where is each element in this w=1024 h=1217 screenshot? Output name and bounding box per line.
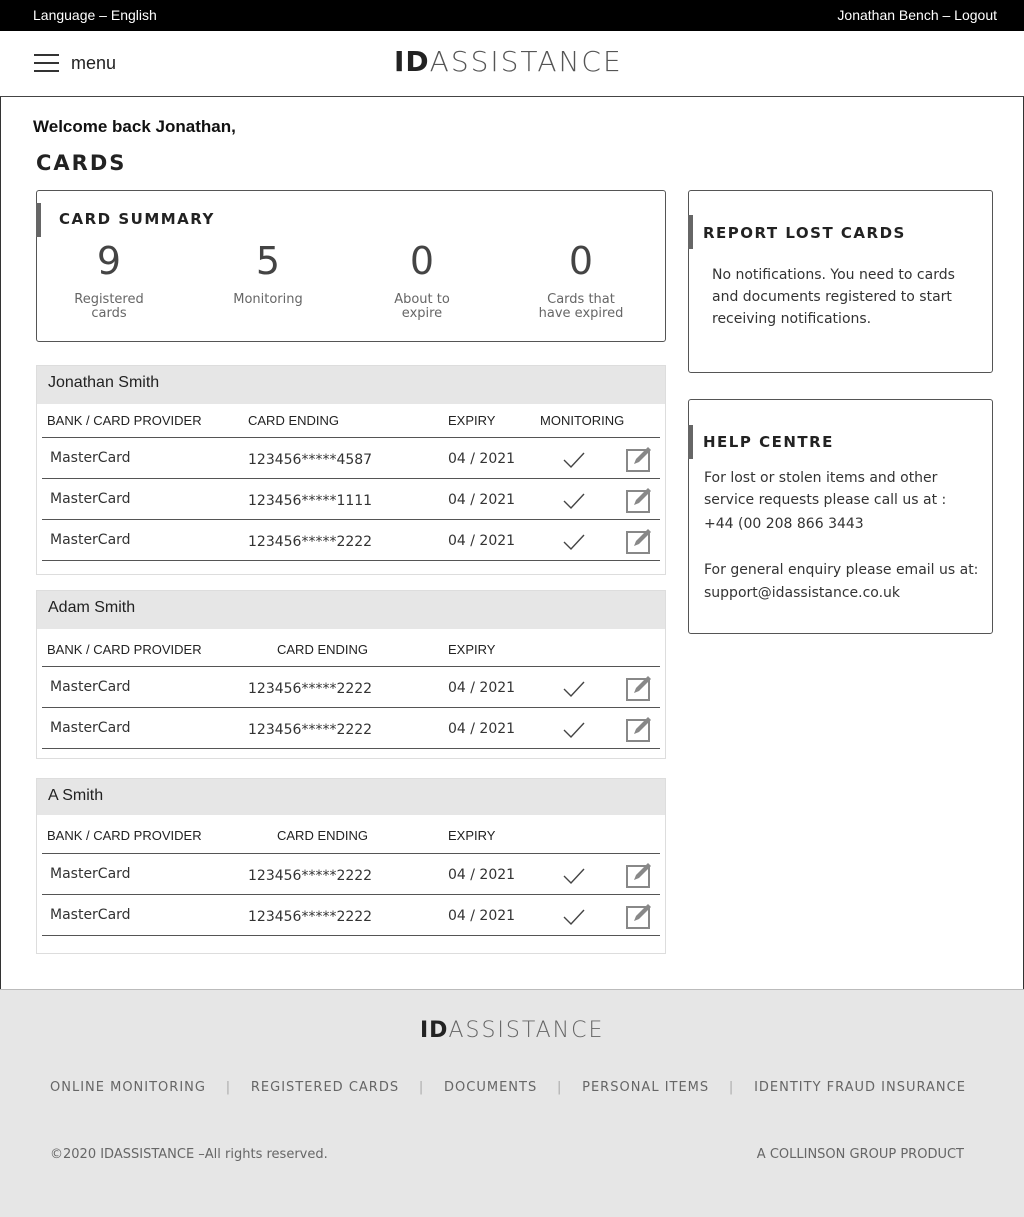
table-row: [42, 520, 660, 561]
section-accent-bar: [688, 425, 693, 459]
edit-icon[interactable]: [625, 486, 653, 514]
footer-link-personal-items[interactable]: PERSONAL ITEMS: [582, 1080, 710, 1095]
user-logout-link[interactable]: Jonathan Bench – Logout: [837, 7, 997, 23]
table-row: [42, 667, 660, 708]
stat-label: Monitoring: [233, 292, 303, 307]
edit-icon[interactable]: [625, 861, 653, 889]
stat-registered-cards: [39, 239, 179, 321]
report-lost-cards-panel: [688, 190, 993, 373]
help-phone-number[interactable]: +44 (00 208 866 3443: [704, 516, 864, 532]
table-header: [42, 629, 660, 667]
stat-value: 5: [255, 239, 281, 283]
col-provider: BANK / CARD PROVIDER: [47, 642, 202, 657]
help-centre-panel: [688, 399, 993, 634]
page-title: CARDS: [36, 151, 127, 175]
check-icon: [561, 449, 587, 471]
check-icon: [561, 490, 587, 512]
card-group-owner: Jonathan Smith: [37, 366, 665, 404]
card-provider: MasterCard: [50, 532, 131, 548]
card-ending: 123456*****1111: [248, 493, 373, 509]
card-ending: 123456*****2222: [248, 909, 373, 925]
check-icon: [561, 531, 587, 553]
col-expiry: EXPIRY: [448, 413, 496, 428]
check-icon: [561, 719, 587, 741]
table-row: [42, 438, 660, 479]
help-phone-intro: For lost or stolen items and other service requests please call us at :: [704, 470, 947, 508]
card-ending: 123456*****4587: [248, 452, 373, 468]
card-provider: MasterCard: [50, 450, 131, 466]
table-row: [42, 708, 660, 749]
help-centre-title: HELP CENTRE: [703, 433, 834, 451]
check-icon: [561, 906, 587, 928]
report-lost-cards-title: REPORT LOST CARDS: [703, 224, 906, 242]
card-provider: MasterCard: [50, 491, 131, 507]
section-accent-bar: [36, 203, 41, 237]
card-provider: MasterCard: [50, 720, 131, 736]
language-selector[interactable]: Language – English: [33, 7, 157, 23]
col-card-ending: CARD ENDING: [277, 828, 369, 843]
table-header: [42, 404, 660, 438]
collinson-product: A COLLINSON GROUP PRODUCT: [756, 1147, 964, 1162]
edit-icon[interactable]: [625, 674, 653, 702]
footer-link-identity-fraud-insurance[interactable]: IDENTITY FRAUD INSURANCE: [754, 1080, 966, 1095]
stat-value: 0: [409, 239, 435, 283]
col-card-ending: CARD ENDING: [277, 642, 369, 657]
card-group-owner: A Smith: [37, 779, 665, 815]
edit-icon[interactable]: [625, 445, 653, 473]
welcome-message: Welcome back Jonathan,: [33, 117, 236, 136]
footer-separator: |: [225, 1080, 232, 1095]
card-ending: 123456*****2222: [248, 681, 373, 697]
card-group-owner: Adam Smith: [37, 591, 665, 629]
section-accent-bar: [688, 215, 693, 249]
card-group-jonathan-smith: [36, 365, 666, 575]
stat-label: Registered cards: [74, 292, 144, 321]
check-icon: [561, 678, 587, 700]
stat-monitoring: [198, 239, 338, 307]
col-card-ending: CARD ENDING: [248, 413, 340, 428]
col-provider: BANK / CARD PROVIDER: [47, 413, 202, 428]
table-header: [42, 815, 660, 854]
card-expiry: 04 / 2021: [448, 721, 516, 737]
card-provider: MasterCard: [50, 907, 131, 923]
card-expiry: 04 / 2021: [448, 492, 516, 508]
table-row: [42, 479, 660, 520]
col-expiry: EXPIRY: [448, 642, 496, 657]
card-group-adam-smith: [36, 590, 666, 759]
table-row: [42, 895, 660, 936]
col-expiry: EXPIRY: [448, 828, 496, 843]
stat-expired: [511, 239, 651, 321]
card-expiry: 04 / 2021: [448, 451, 516, 467]
card-ending: 123456*****2222: [248, 534, 373, 550]
footer-logo[interactable]: IDASSISTANCE: [420, 1018, 605, 1043]
card-summary-title: CARD SUMMARY: [59, 210, 215, 228]
card-ending: 123456*****2222: [248, 722, 373, 738]
top-bar: [0, 0, 1024, 31]
card-provider: MasterCard: [50, 679, 131, 695]
card-expiry: 04 / 2021: [448, 533, 516, 549]
card-expiry: 04 / 2021: [448, 680, 516, 696]
edit-icon[interactable]: [625, 527, 653, 555]
card-group-a-smith: [36, 778, 666, 954]
card-expiry: 04 / 2021: [448, 867, 516, 883]
card-provider: MasterCard: [50, 866, 131, 882]
footer-separator: |: [556, 1080, 563, 1095]
check-icon: [561, 865, 587, 887]
footer-link-documents[interactable]: DOCUMENTS: [444, 1080, 538, 1095]
card-summary-panel: [36, 190, 666, 342]
footer-separator: |: [418, 1080, 425, 1095]
footer-link-registered-cards[interactable]: REGISTERED CARDS: [250, 1080, 400, 1095]
edit-icon[interactable]: [625, 715, 653, 743]
stat-value: 0: [568, 239, 594, 283]
help-email-link[interactable]: support@idassistance.co.uk: [704, 585, 901, 601]
col-monitoring: MONITORING: [540, 413, 625, 428]
card-ending: 123456*****2222: [248, 868, 373, 884]
col-provider: BANK / CARD PROVIDER: [47, 828, 202, 843]
report-lost-cards-text: No notifications. You need to cards and documents registered to start receiving notifications.: [712, 267, 955, 327]
menu-button[interactable]: [34, 50, 116, 76]
menu-label[interactable]: menu: [71, 52, 117, 73]
edit-icon[interactable]: [625, 902, 653, 930]
hamburger-icon[interactable]: [34, 54, 59, 72]
stat-value: 9: [96, 239, 122, 283]
footer: [0, 989, 1024, 1217]
footer-link-online-monitoring[interactable]: ONLINE MONITORING: [50, 1080, 206, 1095]
logo[interactable]: IDASSISTANCE: [394, 45, 623, 78]
copyright: ©2020 IDASSISTANCE –All rights reserved.: [50, 1147, 328, 1162]
help-email-intro: For general enquiry please email us at:: [704, 562, 979, 578]
footer-links: [50, 1080, 966, 1095]
stat-label: Cards that have expired: [538, 292, 624, 321]
card-expiry: 04 / 2021: [448, 908, 516, 924]
footer-separator: |: [728, 1080, 735, 1095]
stat-label: About to expire: [394, 292, 450, 321]
table-row: [42, 854, 660, 895]
header: [0, 31, 1024, 97]
stat-about-to-expire: [352, 239, 492, 321]
